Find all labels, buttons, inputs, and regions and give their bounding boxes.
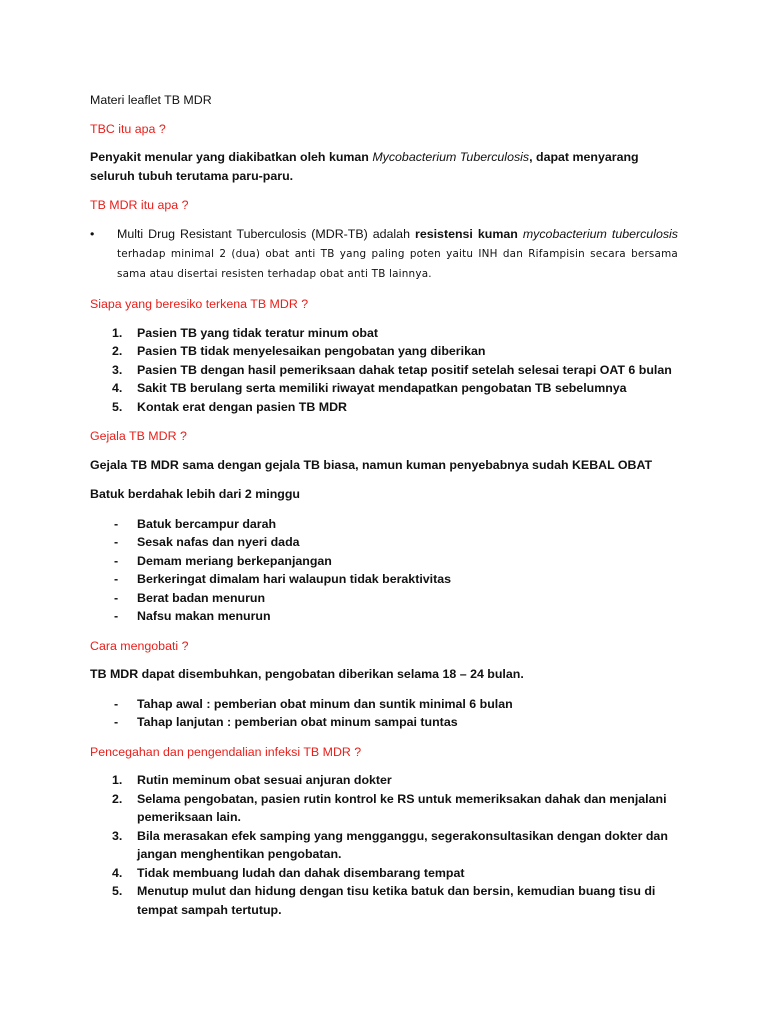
list-number: 1. bbox=[112, 773, 123, 787]
prevention-list bbox=[90, 771, 678, 919]
symptoms-text-2: Batuk berdahak lebih dari 2 minggu bbox=[90, 487, 300, 501]
heading-tbc: TBC itu apa ? bbox=[90, 121, 166, 136]
symptoms-list bbox=[90, 515, 678, 626]
list-item-text: Pasien TB tidak menyelesaikan pengobatan yang diberikan bbox=[137, 344, 486, 358]
list-item-text: Berat badan menurun bbox=[137, 590, 266, 605]
heading-treatment: Cara mengobati ? bbox=[90, 638, 189, 653]
tbc-definition-part-1: Penyakit menular yang diakibatkan oleh kuman bbox=[90, 150, 373, 164]
list-item-text: Batuk bercampur darah bbox=[137, 516, 277, 531]
list-item bbox=[90, 695, 678, 714]
dash-mark: - bbox=[114, 572, 119, 586]
list-item-text: Tidak membuang ludah dan dahak disembarang tempat bbox=[137, 865, 465, 880]
list-number: 1. bbox=[112, 325, 123, 340]
list-number: 2. bbox=[112, 344, 123, 358]
list-item bbox=[90, 533, 678, 552]
tbmdr-definition-text bbox=[117, 225, 678, 284]
list-item bbox=[90, 342, 678, 361]
tbc-definition bbox=[90, 148, 678, 185]
list-item-text: Kontak erat dengan pasien TB MDR bbox=[137, 399, 347, 414]
list-item-text: Demam meriang berkepanjangan bbox=[137, 553, 332, 568]
list-number: 3. bbox=[112, 362, 123, 377]
treatment-list bbox=[90, 695, 678, 732]
list-item bbox=[90, 515, 678, 534]
heading-symptoms: Gejala TB MDR ? bbox=[90, 429, 187, 443]
risk-list bbox=[90, 324, 678, 417]
list-item-text: Rutin meminum obat sesuai anjuran dokter bbox=[137, 773, 392, 787]
heading-prevention: Pencegahan dan pengendalian infeksi TB MDR ? bbox=[90, 744, 362, 759]
treatment-text: TB MDR dapat disembuhkan, pengobatan diberikan selama 18 – 24 bulan. bbox=[90, 667, 524, 681]
list-item-text: Tahap awal : pemberian obat minum dan suntik minimal 6 bulan bbox=[137, 696, 513, 711]
list-item-text: Sesak nafas dan nyeri dada bbox=[137, 535, 300, 549]
tbmdr-small-text: terhadap minimal 2 (dua) obat anti TB yang paling poten yaitu INH dan Rifampisin secara bersama sama atau disertai resisten terhadap obat anti TB lainnya. bbox=[117, 248, 678, 280]
list-item bbox=[90, 589, 678, 608]
list-item-text: Tahap lanjutan : pemberian obat minum sampai tuntas bbox=[137, 715, 458, 729]
bullet-icon: • bbox=[90, 226, 95, 241]
dash-mark: - bbox=[114, 696, 119, 711]
dash-mark: - bbox=[114, 553, 119, 568]
list-item-text: Nafsu makan menurun bbox=[137, 609, 271, 623]
list-item bbox=[90, 379, 678, 398]
list-item bbox=[90, 827, 678, 864]
list-number: 4. bbox=[112, 865, 123, 880]
list-item-text: Selama pengobatan, pasien rutin kontrol ke RS untuk memeriksakan dahak dan menjalani pemeriksaan lain. bbox=[137, 791, 667, 824]
list-item bbox=[90, 552, 678, 571]
list-item bbox=[90, 361, 678, 380]
list-item bbox=[90, 324, 678, 343]
dash-mark: - bbox=[114, 590, 119, 605]
list-item bbox=[90, 607, 678, 626]
list-item-text: Pasien TB yang tidak teratur minum obat bbox=[137, 325, 378, 340]
list-item bbox=[90, 398, 678, 417]
list-number: 4. bbox=[112, 381, 123, 395]
list-item bbox=[90, 864, 678, 883]
tbc-definition-part-2: , dapat menyarang seluruh tubuh terutama paru-paru. bbox=[90, 150, 639, 183]
list-item bbox=[90, 570, 678, 589]
list-item-text: Pasien TB dengan hasil pemeriksaan dahak tetap positif setelah selesai terapi OAT 6 bulan bbox=[137, 362, 672, 377]
dash-mark: - bbox=[114, 609, 119, 623]
dash-mark: - bbox=[114, 535, 119, 549]
list-item-text: Menutup mulut dan hidung dengan tisu ketika batuk dan bersin, kemudian buang tisu di tempat sampah tertutup. bbox=[137, 884, 656, 917]
list-item bbox=[90, 713, 678, 732]
tbmdr-lead: Multi Drug Resistant Tuberculosis (MDR-TB) adalah bbox=[117, 226, 415, 241]
symptoms-text: Gejala TB MDR sama dengan gejala TB biasa, namun kuman penyebabnya sudah KEBAL OBAT bbox=[90, 457, 653, 472]
list-item bbox=[90, 771, 678, 790]
list-number: 2. bbox=[112, 791, 123, 806]
tbmdr-lead-italic: mycobacterium tuberculosis bbox=[522, 226, 678, 241]
list-item bbox=[90, 882, 678, 919]
heading-tbmdr: TB MDR itu apa ? bbox=[90, 198, 189, 212]
tbc-definition-italic: Mycobacterium Tuberculosis bbox=[372, 150, 530, 164]
heading-risk: Siapa yang beresiko terkena TB MDR ? bbox=[90, 297, 309, 311]
list-item bbox=[90, 790, 678, 827]
list-number: 5. bbox=[112, 399, 123, 414]
dash-mark: - bbox=[114, 715, 119, 729]
list-item-text: Bila merasakan efek samping yang mengganggu, segerakonsultasikan dengan dokter dan jangan menghentikan pengobatan. bbox=[137, 828, 668, 861]
list-item-text: Berkeringat dimalam hari walaupun tidak beraktivitas bbox=[137, 572, 452, 586]
list-item-text: Sakit TB berulang serta memiliki riwayat mendapatkan pengobatan TB sebelumnya bbox=[137, 381, 627, 395]
tbmdr-definition bbox=[90, 225, 678, 284]
tbmdr-lead-bold: resistensi kuman bbox=[415, 226, 523, 241]
list-number: 3. bbox=[112, 828, 123, 843]
list-number: 5. bbox=[112, 884, 123, 898]
dash-mark: - bbox=[114, 516, 119, 531]
document-title: Materi leaflet TB MDR bbox=[90, 93, 212, 107]
